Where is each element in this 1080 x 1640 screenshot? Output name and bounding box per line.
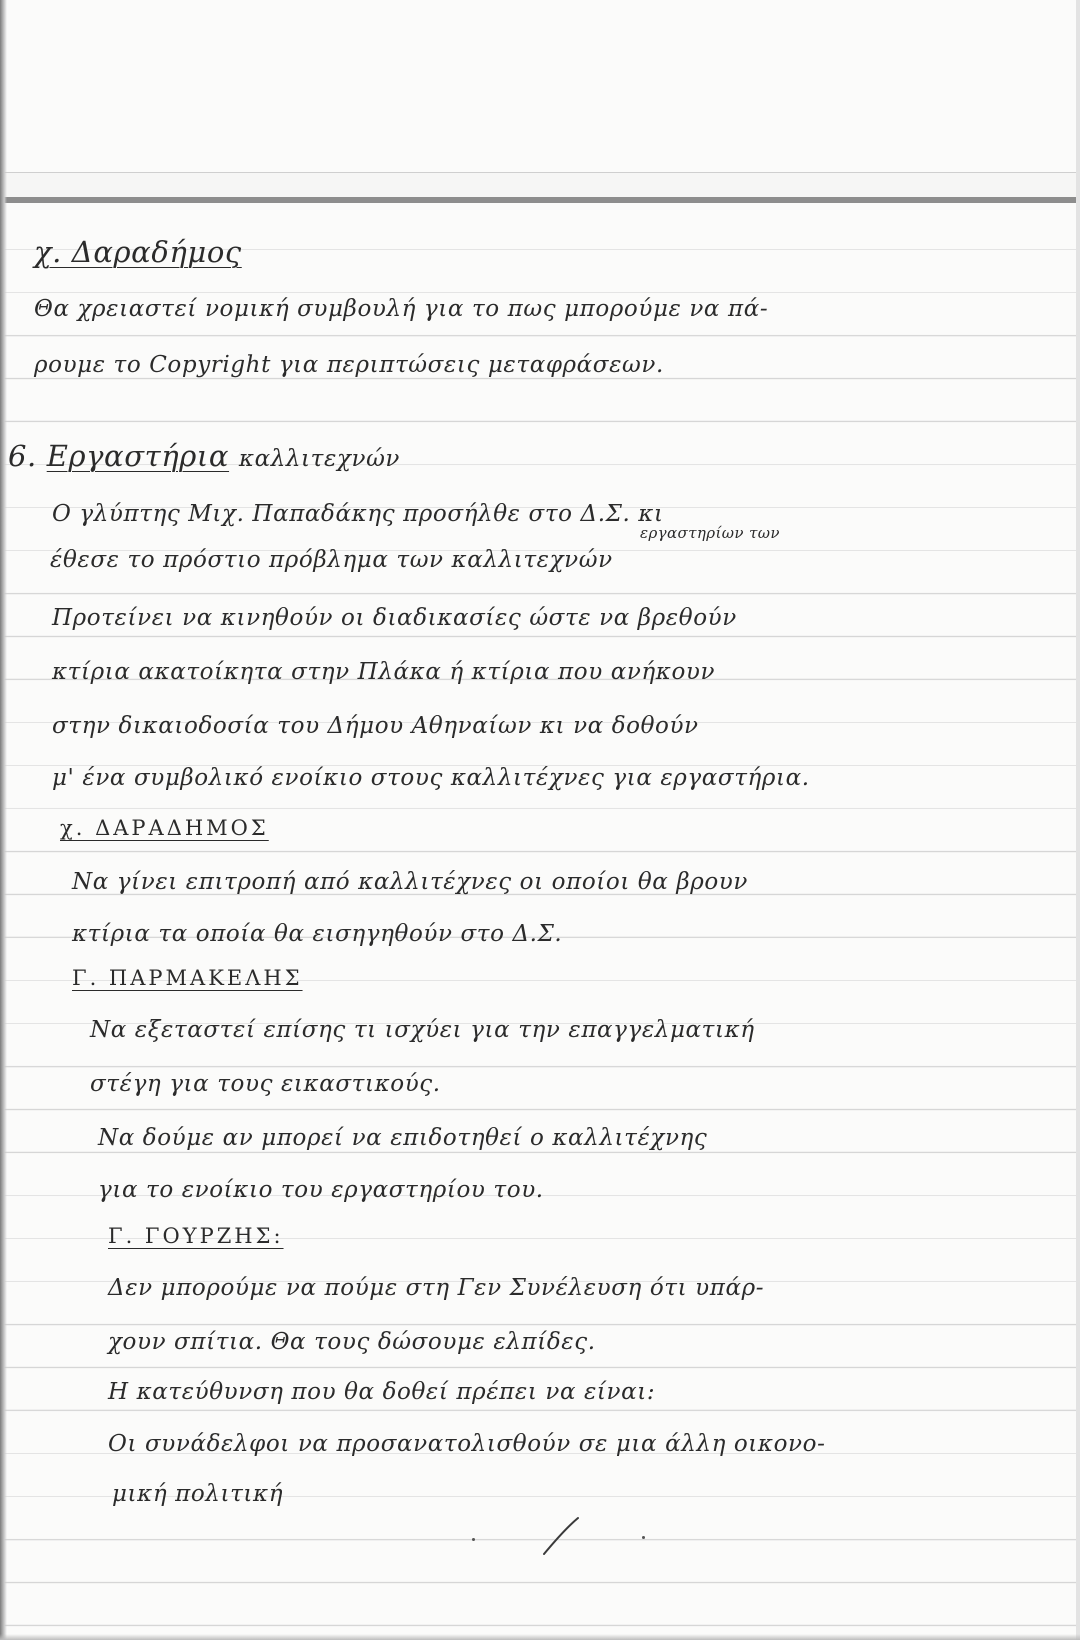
- right-page-edge: [1076, 0, 1080, 1640]
- speaker-heading: Γ. ΓΟΥΡΖΗΣ:: [108, 1224, 284, 1248]
- text-line: μ' ένα συμβολικό ενοίκιο στους καλλιτέχνες για εργαστήρια.: [52, 765, 810, 791]
- text-line: κτίρια ακατοίκητα στην Πλάκα ή κτίρια που ανήκουν: [52, 659, 716, 685]
- text-line: κτίρια τα οποία θα εισηγηθούν στο Δ.Σ.: [72, 921, 563, 947]
- speaker-heading: Γ. ΠΑΡΜΑΚΕΛΗΣ: [72, 966, 303, 990]
- text-line: Οι συνάδελφοι να προσανατολισθούν σε μια άλλη οικονο-: [108, 1431, 826, 1457]
- text-line: Να εξεταστεί επίσης τι ισχύει για την επαγγελματική: [90, 1017, 755, 1043]
- text-line: έθεσε το πρόστιο πρόβλημα των καλλιτεχνών: [50, 547, 613, 573]
- inserted-word: εργαστηρίων των: [640, 524, 780, 542]
- text-line: ρουμε το Copyright για περιπτώσεις μεταφράσεων.: [34, 352, 664, 378]
- ink-dot: [472, 1538, 475, 1541]
- ink-dot: [642, 1536, 645, 1539]
- text-line: χουν σπίτια. Θα τους δώσουμε ελπίδες.: [108, 1329, 596, 1355]
- section-title-underlined: Εργαστήρια: [46, 439, 230, 473]
- text-line: Δεν μπορούμε να πούμε στη Γεν Συνέλευση ότι υπάρ-: [108, 1275, 765, 1301]
- text-line: μική πολιτική: [112, 1481, 284, 1507]
- binding-rule: [0, 197, 1080, 203]
- text-line: Η κατεύθυνση που θα δοθεί πρέπει να είναι:: [108, 1379, 656, 1405]
- text-line: Να γίνει επιτροπή από καλλιτέχνες οι οποίοι θα βρουν: [72, 869, 748, 895]
- text-line: στην δικαιοδοσία του Δήμου Αθηναίων κι να δοθούν: [52, 713, 699, 739]
- speaker-heading: χ. ΔΑΡΑΔΗΜΟΣ: [60, 816, 269, 840]
- text-line: Προτείνει να κινηθούν οι διαδικασίες ώστε να βρεθούν: [52, 605, 737, 631]
- text-line: Να δούμε αν μπορεί να επιδοτηθεί ο καλλιτέχνης: [98, 1125, 708, 1151]
- top-blank-area: [0, 0, 1080, 173]
- left-page-edge: [0, 0, 7, 1640]
- text-line: Ο γλύπτης Μιχ. Παπαδάκης προσήλθε στο Δ.Σ. κι: [52, 501, 664, 527]
- text-line: στέγη για τους εικαστικούς.: [90, 1071, 441, 1097]
- bottom-page-shadow: [0, 1634, 1080, 1640]
- section-heading: [8, 436, 400, 479]
- section-number: 6.: [8, 439, 37, 473]
- text-line: για το ενοίκιο του εργαστηρίου του.: [98, 1177, 544, 1203]
- text-line: Θα χρειαστεί νομική συμβουλή για το πως μπορούμε να πά-: [34, 296, 769, 322]
- section-title-rest: καλλιτεχνών: [238, 446, 400, 472]
- page-gap: [0, 173, 1080, 197]
- pen-stroke-mark: [540, 1514, 600, 1558]
- speaker-heading: χ. Δαραδήμος: [34, 235, 242, 269]
